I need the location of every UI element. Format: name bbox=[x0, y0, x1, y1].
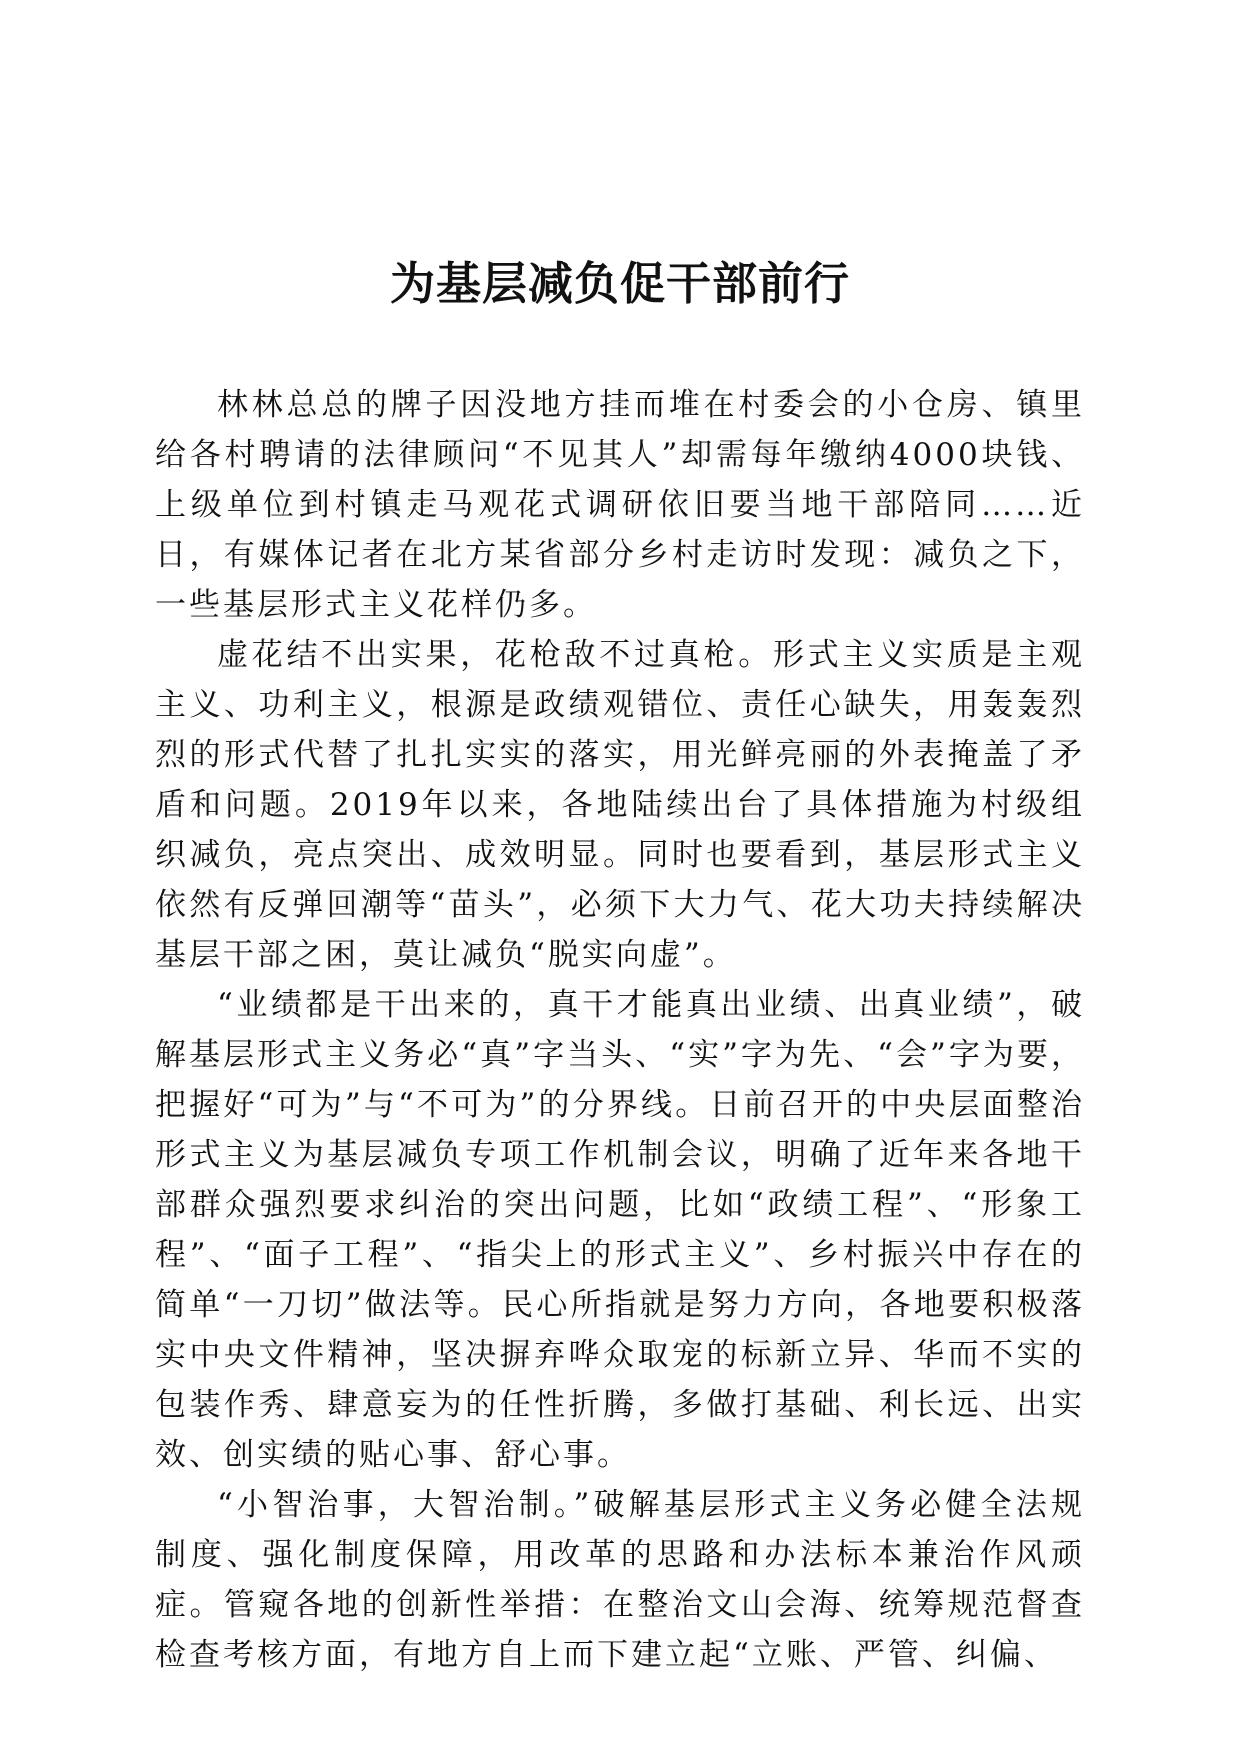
paragraph: 虚花结不出实果，花枪敌不过真枪。形式主义实质是主观主义、功利主义，根源是政绩观错位、责任心缺失，用轰轰烈烈的形式代替了扎扎实实的落实，用光鲜亮丽的外表掩盖了矛盾和问题。2019年以来，各地陆续出台了具体措施为村级组织减负，亮点突出、成效明显。同时也要看到，基层形式主义依然有反弹回潮等“苗头”，必须下大力气、花大功夫持续解决基层干部之困，莫让减负“脱实向虚”。 bbox=[155, 637, 1085, 973]
document-body bbox=[155, 380, 1085, 1680]
paragraph: 林林总总的牌子因没地方挂而堆在村委会的小仓房、镇里给各村聘请的法律顾问“不见其人”却需每年缴纳4000块钱、上级单位到村镇走马观花式调研依旧要当地干部陪同……近日，有媒体记者在北方某省部分乡村走访时发现：减负之下，一些基层形式主义花样仍多。 bbox=[155, 387, 1085, 623]
paragraph: “业绩都是干出来的，真干才能真出业绩、出真业绩”，破解基层形式主义务必“真”字当头、“实”字为先、“会”字为要，把握好“可为”与“不可为”的分界线。日前召开的中央层面整治形式主义为基层减负专项工作机制会议，明确了近年来各地干部群众强烈要求纠治的突出问题，比如“政绩工程”、“形象工程”、“面子工程”、“指尖上的形式主义”、乡村振兴中存在的简单“一刀切”做法等。民心所指就是努力方向，各地要积极落实中央文件精神，坚决摒弃哗众取宠的标新立异、华而不实的包装作秀、肆意妄为的任性折腾，多做打基础、利长远、出实效、创实绩的贴心事、舒心事。 bbox=[155, 987, 1085, 1473]
document-title: 为基层减负促干部前行 bbox=[389, 257, 850, 310]
paragraph: “小智治事，大智治制。”破解基层形式主义务必健全法规制度、强化制度保障，用改革的思路和办法标本兼治作风顽症。管窥各地的创新性举措：在整治文山会海、统筹规范督查检查考核方面，有地方自上而下建立起“立账、严管、纠偏、 bbox=[155, 1487, 1085, 1673]
